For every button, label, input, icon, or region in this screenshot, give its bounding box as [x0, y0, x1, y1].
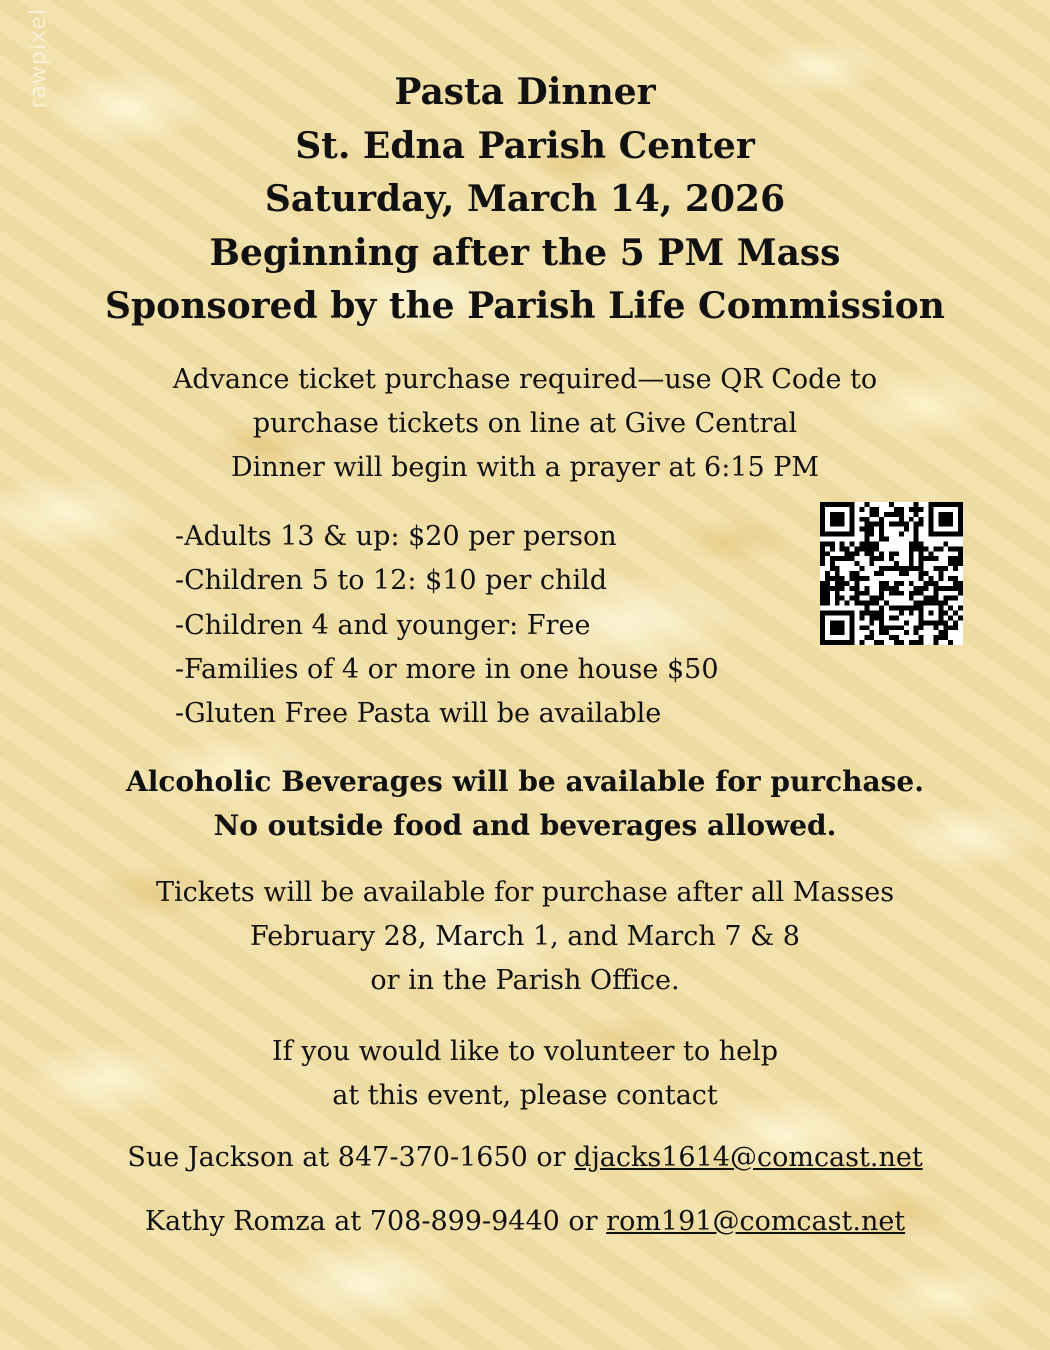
ticket-info — [0, 358, 1050, 490]
volunteer-line: If you would like to volunteer to help — [271, 1036, 779, 1067]
watermark: rawpixel — [26, 8, 51, 109]
volunteer-line: at this event, please contact — [332, 1080, 718, 1111]
title-line: Saturday, March 14, 2026 — [264, 178, 786, 220]
contact-kathy-romza — [0, 1206, 1050, 1237]
title-line: St. Edna Parish Center — [295, 124, 755, 167]
price-item: -Families of 4 or more in one house $50 — [175, 653, 719, 685]
contact-sue-jackson — [0, 1142, 1050, 1173]
price-item: -Children 5 to 12: $10 per child — [175, 565, 607, 597]
price-item: -Gluten Free Pasta will be available — [175, 698, 662, 730]
email-link-rom191[interactable]: rom191@comcast.net — [606, 1206, 906, 1237]
ticket-sales — [0, 871, 1050, 1003]
beverage-notice — [0, 760, 1050, 848]
flyer-title — [0, 66, 1050, 334]
sales-line: February 28, March 1, and March 7 & 8 — [250, 921, 800, 952]
title-line: Sponsored by the Parish Life Commission — [105, 285, 945, 327]
contact-text: Kathy Romza at 708-899-9440 or — [144, 1206, 607, 1237]
price-item: -Children 4 and younger: Free — [175, 609, 591, 641]
notice-line: No outside food and beverages allowed. — [213, 809, 837, 842]
sales-line: or in the Parish Office. — [370, 965, 680, 996]
title-line: Beginning after the 5 PM Mass — [209, 231, 841, 274]
sales-line: Tickets will be available for purchase after all Masses — [155, 877, 895, 908]
email-link-djacks1614[interactable]: djacks1614@comcast.net — [574, 1142, 923, 1173]
volunteer-request — [0, 1030, 1050, 1118]
price-list — [175, 515, 719, 736]
price-item: -Adults 13 & up: $20 per person — [175, 521, 617, 552]
contact-text: Sue Jackson at 847-370-1650 or — [127, 1142, 575, 1173]
ticket-info-line: purchase tickets on line at Give Central — [252, 408, 798, 439]
qr-code-icon[interactable] — [820, 502, 963, 645]
ticket-info-line: Advance ticket purchase required—use QR Code to — [172, 364, 878, 395]
notice-line: Alcoholic Beverages will be available for purchase. — [126, 765, 924, 798]
title-line: Pasta Dinner — [394, 71, 656, 113]
ticket-info-line: Dinner will begin with a prayer at 6:15 PM — [230, 452, 820, 483]
